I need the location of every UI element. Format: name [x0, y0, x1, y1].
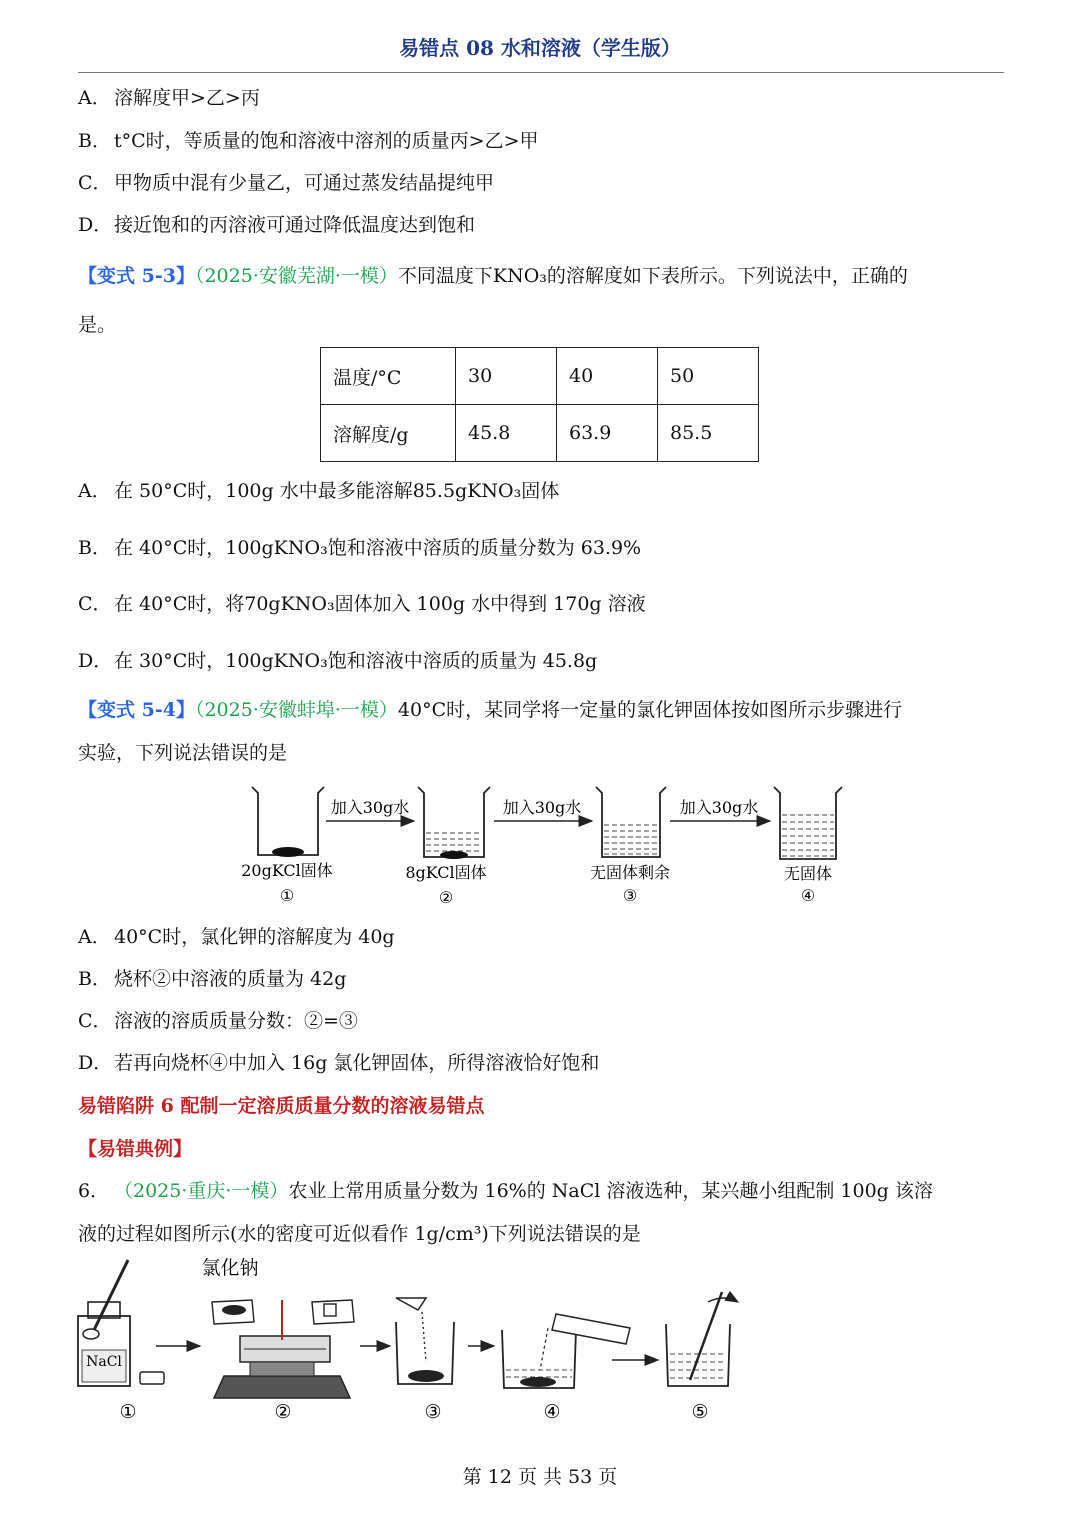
arrow-label: 加入30g水	[330, 798, 410, 817]
option-text: t°C时，等质量的饱和溶液中溶剂的质量丙>乙>甲	[114, 130, 539, 152]
step-number: ④	[543, 1401, 561, 1423]
stem-text: 40°C时，某同学将一定量的氯化钾固体按如图所示步骤进行	[397, 699, 903, 721]
option-letter: C．	[78, 172, 112, 194]
option-text: 溶解度甲>乙>丙	[114, 87, 260, 109]
option-letter: C．	[78, 1010, 112, 1032]
stem-continuation: 是。	[78, 314, 117, 336]
beaker-4	[774, 787, 842, 859]
option-d	[78, 1049, 599, 1077]
question-stem-5-4	[78, 696, 902, 724]
table-cell: 85.5	[658, 405, 759, 462]
option-letter: B．	[78, 130, 111, 152]
option-c	[78, 590, 646, 618]
option-letter: D．	[78, 650, 113, 672]
option-text: 在 30°C时，100gKNO₃饱和溶液中溶质的质量为 45.8g	[114, 650, 598, 672]
option-text: 在 40°C时，将70gKNO₃固体加入 100g 水中得到 170g 溶液	[114, 593, 646, 615]
option-letter: A．	[78, 480, 111, 502]
beaker-step-3	[396, 1298, 454, 1384]
option-letter: C．	[78, 593, 112, 615]
stem-continuation: 实验，下列说法错误的是	[78, 742, 288, 764]
option-d	[78, 647, 597, 675]
beaker-step-4	[502, 1314, 630, 1388]
example-label: 【易错典例】	[78, 1138, 193, 1160]
option-letter: A．	[78, 926, 111, 948]
option-d	[78, 211, 475, 239]
nacl-label: 氯化钠	[201, 1257, 259, 1279]
option-letter: B．	[78, 537, 111, 559]
table-cell: 50	[658, 348, 759, 405]
step-number: ①	[119, 1401, 137, 1423]
option-text: 在 50°C时，100g 水中最多能溶解85.5gKNO₃固体	[114, 480, 560, 502]
question-tag: 【变式 5-4】	[78, 699, 195, 721]
beaker-label: 20gKCl固体	[241, 861, 333, 880]
question-source: （2025·重庆·一模）	[114, 1180, 289, 1202]
stem-text: 不同温度下KNO₃的溶解度如下表所示。下列说法中，正确的	[397, 265, 908, 287]
kcl-dissolution-figure	[0, 775, 1080, 910]
beaker-label: 无固体	[783, 864, 833, 883]
question-stem-5-3	[78, 262, 908, 290]
option-text: 接近饱和的丙溶液可通过降低温度达到饱和	[114, 214, 476, 236]
option-a	[78, 84, 260, 112]
option-text: 烧杯②中溶液的质量为 42g	[114, 968, 347, 990]
option-b	[78, 127, 539, 155]
solubility-table	[320, 347, 759, 462]
beaker-label: 8gKCl固体	[405, 863, 487, 882]
option-c	[78, 169, 494, 197]
table-cell: 45.8	[456, 405, 557, 462]
table-row	[321, 405, 759, 462]
beaker-number: ②	[438, 888, 454, 907]
arrow-label: 加入30g水	[679, 798, 759, 817]
table-row	[321, 348, 759, 405]
beaker-2	[418, 787, 490, 859]
option-text: 溶液的溶质质量分数：②=③	[114, 1010, 358, 1032]
option-text: 甲物质中混有少量乙，可通过蒸发结晶提纯甲	[114, 172, 495, 194]
beaker-number: ①	[279, 886, 295, 905]
balance	[201, 1257, 354, 1398]
beaker-label: 无固体剩余	[589, 863, 671, 882]
table-cell: 温度/°C	[321, 348, 456, 405]
option-c	[78, 1007, 358, 1035]
beaker-step-5	[666, 1292, 738, 1386]
question-number: 6．	[78, 1180, 110, 1202]
option-a	[78, 477, 559, 505]
header-rule	[78, 72, 1004, 73]
option-a	[78, 923, 395, 951]
question-source: （2025·安徽芜湖·一模）	[194, 265, 398, 287]
arrow-label: 加入30g水	[502, 798, 582, 817]
reagent-bottle	[78, 1260, 164, 1386]
question-source: （2025·安徽蚌埠·一模）	[194, 699, 398, 721]
option-b	[78, 965, 346, 993]
option-b	[78, 534, 641, 562]
page-title: 易错点 08 水和溶液（学生版）	[399, 36, 681, 60]
beaker-number: ④	[800, 886, 816, 905]
table-cell: 40	[557, 348, 658, 405]
question-stem-6	[78, 1177, 933, 1205]
option-text: 40°C时，氯化钾的溶解度为 40g	[114, 926, 395, 948]
table-cell: 30	[456, 348, 557, 405]
option-letter: A．	[78, 87, 111, 109]
beaker-number: ③	[622, 886, 638, 905]
stem-continuation: 液的过程如图所示(水的密度可近似看作 1g/cm³)下列说法错误的是	[78, 1223, 641, 1245]
table-cell: 溶解度/g	[321, 405, 456, 462]
step-number: ③	[424, 1401, 442, 1423]
table-cell: 63.9	[557, 405, 658, 462]
section-title: 易错陷阱 6 配制一定溶质质量分数的溶液易错点	[78, 1095, 485, 1117]
step-number: ②	[274, 1401, 292, 1423]
beaker-3	[596, 787, 666, 857]
stem-text: 农业上常用质量分数为 16%的 NaCl 溶液选种，某兴趣小组配制 100g 该溶	[288, 1180, 933, 1202]
option-text: 若再向烧杯④中加入 16g 氯化钾固体，所得溶液恰好饱和	[114, 1052, 600, 1074]
question-tag: 【变式 5-3】	[78, 265, 195, 287]
option-letter: B．	[78, 968, 111, 990]
stopper	[140, 1372, 164, 1384]
option-text: 在 40°C时，100gKNO₃饱和溶液中溶质的质量分数为 63.9%	[114, 537, 642, 559]
page-footer: 第 12 页 共 53 页	[462, 1466, 618, 1488]
option-letter: D．	[78, 214, 113, 236]
option-letter: D．	[78, 1052, 113, 1074]
step-number: ⑤	[691, 1401, 709, 1423]
bottle-label: NaCl	[86, 1354, 122, 1370]
beaker-1	[252, 787, 324, 857]
solution-prep-figure	[0, 1250, 1080, 1430]
